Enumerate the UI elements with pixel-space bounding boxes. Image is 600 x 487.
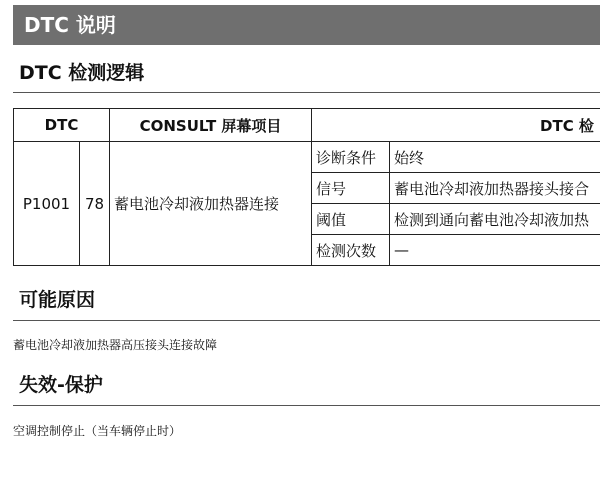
section-divider — [13, 320, 600, 321]
logic-value-cell: 始终 — [390, 142, 600, 173]
logic-value-cell: — — [390, 235, 600, 266]
page-title: DTC 说明 — [24, 13, 116, 37]
logic-label-cell: 阈值 — [312, 204, 390, 235]
column-header-consult: CONSULT 屏幕项目 — [110, 109, 312, 142]
section-title-possible-cause: 可能原因 — [19, 289, 96, 311]
logic-value-cell: 蓄电池冷却液加热器接头接合 — [390, 173, 600, 204]
section-title-fail-safe: 失效-保护 — [19, 374, 103, 396]
page-header-banner — [13, 5, 600, 45]
dtc-code-cell: P1001 — [14, 142, 80, 266]
consult-item-cell: 蓄电池冷却液加热器连接 — [110, 142, 312, 266]
table-row — [14, 142, 600, 173]
logic-label-cell: 信号 — [312, 173, 390, 204]
logic-label-cell: 检测次数 — [312, 235, 390, 266]
section-divider — [13, 405, 600, 406]
dtc-number-cell: 78 — [80, 142, 110, 266]
dtc-logic-table — [13, 108, 600, 266]
column-header-logic: DTC 检 — [312, 109, 600, 142]
possible-cause-text: 蓄电池冷却液加热器高压接头连接故障 — [13, 338, 218, 352]
section-title-detection-logic: DTC 检测逻辑 — [19, 62, 145, 84]
table-header-row — [14, 109, 600, 142]
logic-label-cell: 诊断条件 — [312, 142, 390, 173]
logic-value-cell: 检测到通向蓄电池冷却液加热 — [390, 204, 600, 235]
fail-safe-text: 空调控制停止（当车辆停止时） — [13, 424, 182, 438]
column-header-dtc: DTC — [14, 109, 110, 142]
section-divider — [13, 92, 600, 93]
dtc-logic-table-container — [13, 108, 600, 266]
